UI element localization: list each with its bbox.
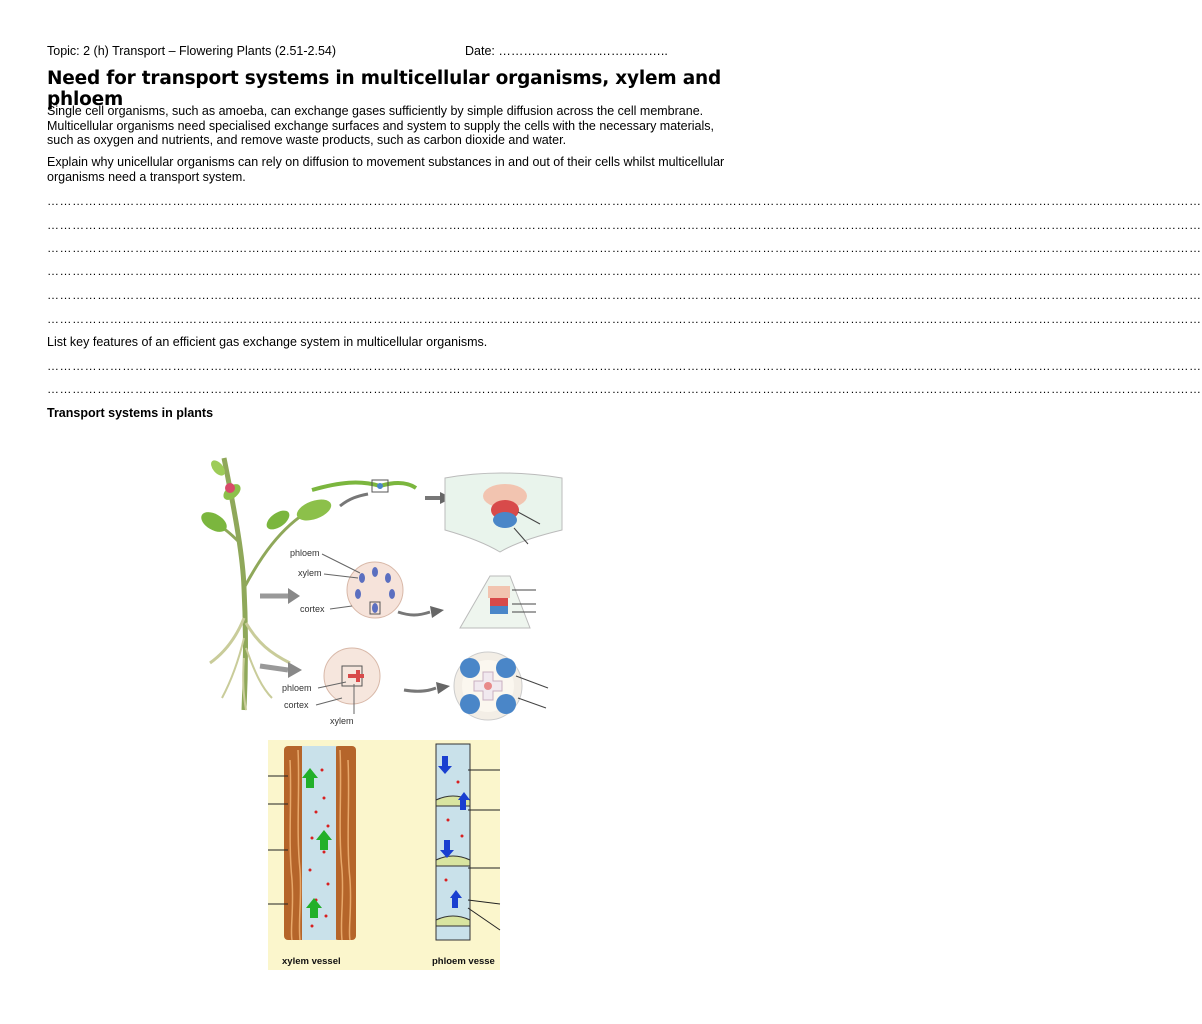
section-heading: Transport systems in plants — [47, 406, 214, 420]
xylem-vessel-caption: xylem vessel — [282, 956, 341, 967]
question-1: Explain why unicellular organisms can rely on diffusion to movement substances in and out of their cells whilst multicellular organisms need a transport system. — [47, 155, 725, 184]
root-detail-section — [454, 652, 548, 720]
root-cross-section — [324, 648, 380, 704]
xylem-phloem-vessel-diagram — [268, 740, 500, 970]
intro-paragraph: Single cell organisms, such as amoeba, can exchange gases sufficiently by simple diffusion across the cell membrane. Multicellular organisms need specialised exchange surfaces and system to supply the cells with the necessary materials, such as oxygen and nutrients, and remove waste products, such as carbon dioxide and water. — [47, 104, 714, 147]
label-cortex-root: cortex — [284, 700, 309, 710]
label-phloem: phloem — [290, 548, 320, 558]
page-title: Need for transport systems in multicellular organisms, xylem and phloem — [47, 68, 721, 110]
answer-line[interactable]: …………………………………………………………………………………………………………………………………………………………………………………………………………………………………………………… — [47, 382, 1202, 396]
topic-line: Topic: 2 (h) Transport – Flowering Plants (2.51-2.54) — [47, 44, 337, 58]
answer-line[interactable]: …………………………………………………………………………………………………………………………………………………………………………………………………………………………………………………… — [47, 312, 1202, 326]
question-2: List key features of an efficient gas exchange system in multicellular organisms. — [47, 335, 488, 349]
label-cortex: cortex — [300, 604, 325, 614]
phloem-vessel-caption: phloem vesse — [432, 956, 495, 967]
leaf-cross-section — [445, 473, 562, 552]
date-line: Date: ………………………………….. — [465, 44, 668, 58]
label-phloem-root: phloem — [282, 683, 312, 693]
plant-transport-diagram — [200, 448, 560, 733]
answer-line[interactable]: …………………………………………………………………………………………………………………………………………………………………………………………………………………………………………………… — [47, 241, 1202, 255]
answer-line[interactable]: …………………………………………………………………………………………………………………………………………………………………………………………………………………………………………………… — [47, 264, 1202, 278]
answer-line[interactable]: …………………………………………………………………………………………………………………………………………………………………………………………………………………………………………………… — [47, 194, 1202, 208]
stem-wedge-section — [460, 576, 536, 628]
label-xylem: xylem — [298, 568, 322, 578]
answer-line[interactable]: …………………………………………………………………………………………………………………………………………………………………………………………………………………………………………………… — [47, 359, 1202, 373]
plant-illustration — [198, 458, 334, 710]
label-xylem-root: xylem — [330, 716, 354, 726]
answer-line[interactable]: …………………………………………………………………………………………………………………………………………………………………………………………………………………………………………………… — [47, 288, 1202, 302]
answer-line[interactable]: …………………………………………………………………………………………………………………………………………………………………………………………………………………………………………………… — [47, 218, 1202, 232]
